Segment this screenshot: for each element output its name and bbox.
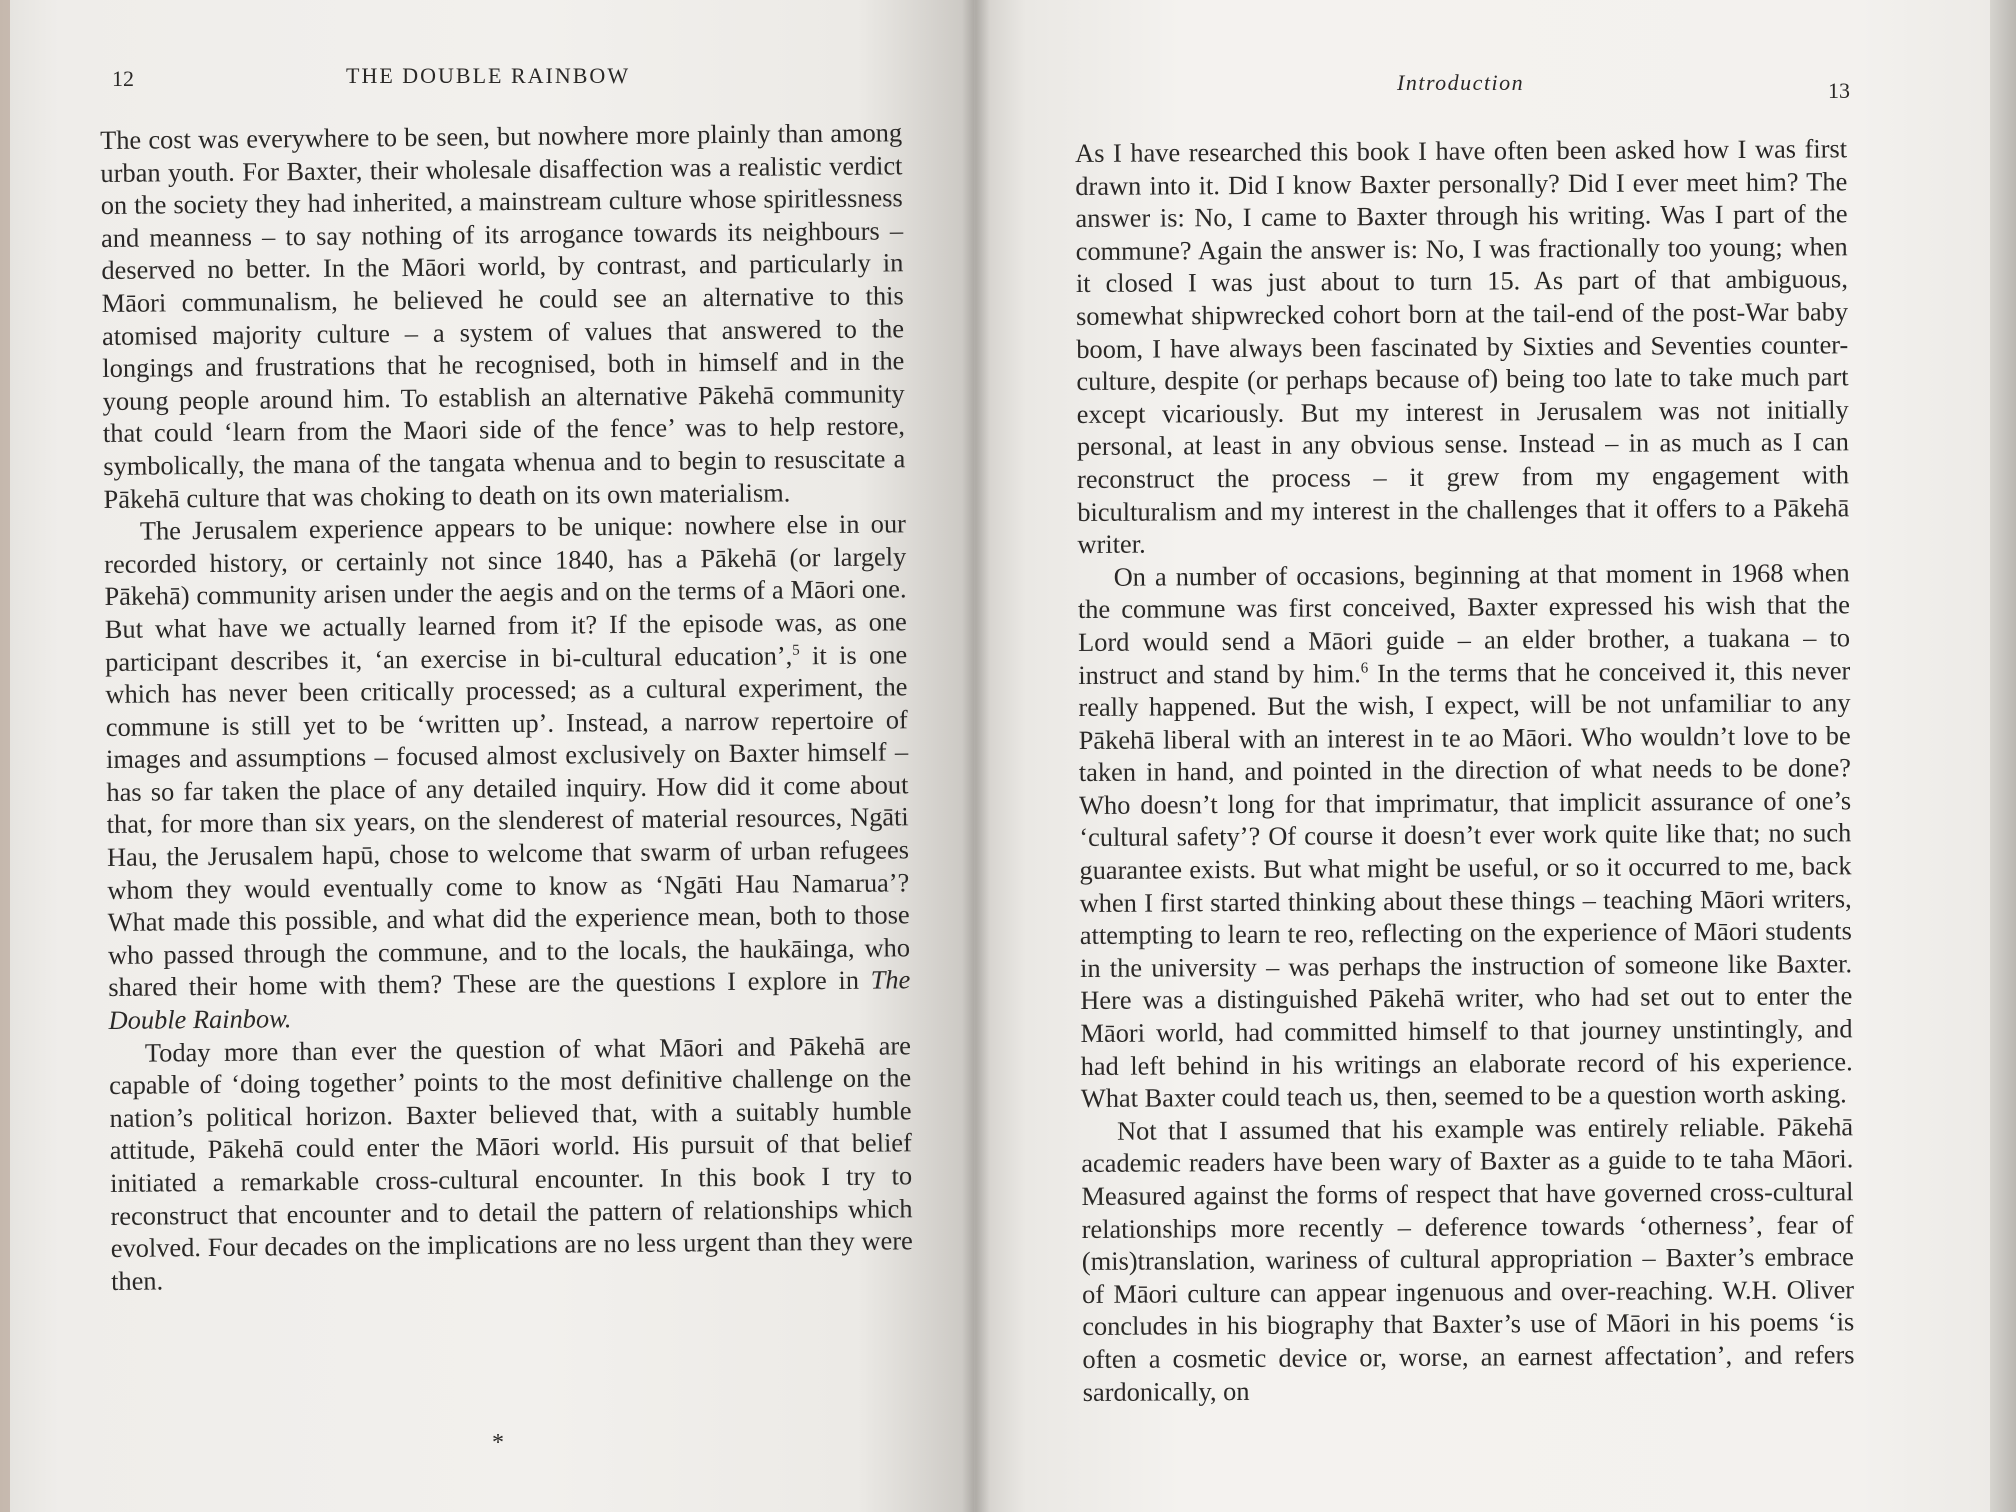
section-break-asterisk: * — [492, 1430, 504, 1456]
paragraph-text: As I have researched this book I have often been asked how I was first drawn into it. Did I know Baxter personally? Did I ever meet him? The answer is: No, I came to Baxter through his writing. Was I part of the commune? Again the answer is: No, I was fractionally too young; when it closed I was just about to turn 15. As part of that ambiguous, somewhat shipwrecked cohort born at the tail-end of the post-War baby boom, I have always been fascinated by Sixties and Seventies counter-culture, despite (or perhaps because of) being too late to take much part except vicariously. But my interest in Jerusalem was not initially personal, at least in any obvious sense. Instead – in as much as I can reconstruct the process – it grew from my engagement with biculturalism and my interest in the challenges that it offers to a Pākehā writer. — [1075, 133, 1850, 560]
page-edge — [1990, 0, 2016, 1512]
body-paragraph — [1081, 1110, 1855, 1408]
paragraph-text: The cost was everywhere to be seen, but nowhere more plainly than among urban youth. For Baxter, their wholesale disaffection was a realistic verdict on the society they had inherited, a mainstream culture whose spiritlessness and meanness – to say nothing of its arrogance towards its neighbours – deserved no better. In the Māori world, by contrast, and particularly in Māori communalism, he believed he could see an alternative to this atomised majority culture – a system of values that answered to the longings and frustrations that he recognised, both in himself and in the young people around him. To establish an alternative Pākehā community that could ‘learn from the Maori side of the fence’ was to help restore, symbolically, the mana of the tangata whenua and to begin to resuscitate a Pākehā culture that was choking to death on its own materialism. — [100, 117, 906, 514]
footnote-reference: 6 — [1360, 659, 1369, 676]
running-head-left: THE DOUBLE RAINBOW — [346, 63, 631, 88]
right-body-text — [1075, 132, 1855, 1408]
body-paragraph — [109, 1029, 913, 1297]
left-page — [0, 0, 974, 1512]
paragraph-text: Today more than ever the question of what Māori and Pākehā are capable of ‘doing together’ points to the most definitive challenge on the nation’s political horizon. Baxter believed that, with a suitably humble attitude, Pākehā could enter the Māori world. His pursuit of that belief initiated a remarkable cross-cultural encounter. In this book I try to reconstruct that encounter and to detail the pattern of relationships which evolved. Four decades on the implications are no less urgent than they were then. — [109, 1029, 913, 1296]
body-paragraph — [100, 116, 906, 515]
paragraph-text: On a number of occasions, beginning at that moment in 1968 when the commune was first conceived, Baxter expressed his wish that the Lord would send a Māori guide – an elder brother, a tuakana – to instruct and stand by him. — [1077, 556, 1851, 690]
paragraph-text: The Jerusalem experience appears to be unique: nowhere else in our recorded history, or certainly not since 1840, has a Pākehā (or largely Pākehā) community arisen under the aegis and on the terms of a Māori one. But what have we actually learned from it? If the episode was, as one participant describes it, ‘an exercise in bi-cultural education’, — [104, 508, 907, 677]
italic-title: The Double Rainbow. — [108, 964, 911, 1035]
right-page — [974, 0, 2016, 1512]
page-number-right: 13 — [1828, 78, 1850, 103]
page-number-left: 12 — [112, 66, 134, 91]
paragraph-text: Not that I assumed that his example was entirely reliable. Pākehā academic readers have been wary of Baxter as a guide to te taha Māori. Measured against the forms of respect that have governed cross-cultural relationships more recently – deference towards ‘otherness’, fear of (mis)translation, wariness of cultural appropriation – Baxter’s embrace of Māori culture can appear ingenuous and over-reaching. W.H. Oliver concludes in his biography that Baxter’s use of Māori in his poems ‘is often a cosmetic device or, worse, an earnest affectation’, and refers sardonically, on — [1081, 1111, 1855, 1407]
footnote-reference: 5 — [792, 642, 800, 659]
body-paragraph — [1078, 556, 1853, 1115]
paragraph-text: it is one which has never been critically processed; as a cultural experiment, the commune is still yet to be ‘written up’. Instead, a narrow repertoire of images and assumptions – focused almost exclusively on Baxter himself – has so far taken the place of any detailed inquiry. How did it come about that, for more than six years, on the slenderest of material resources, Ngāti Hau, the Jerusalem hapū, chose to welcome that swarm of urban refugees whom they would eventually come to know as ‘Ngāti Hau Namarua’? What made this possible, and what did the experience mean, both to those who passed through the commune, and to the locals, the haukāinga, who shared their home with them? These are the questions I explore in — [105, 638, 911, 1003]
book-gutter — [962, 0, 990, 1512]
body-paragraph — [1075, 132, 1850, 560]
left-body-text — [100, 116, 913, 1297]
body-paragraph — [104, 507, 911, 1036]
paragraph-text: In the terms that he conceived it, this never really happened. But the wish, I expect, will be not unfamiliar to any Pākehā liberal with an interest in te ao Māori. Who wouldn’t love to be taken in hand, and pointed in the direction of what needs to be done? Who doesn’t long for that imprimatur, that implicit assurance of one’s ‘cultural safety’? Of course it doesn’t ever work quite like that; no such guarantee exists. But what might be useful, or so it occurred to me, back when I first started thinking about these things – teaching Māori writers, attempting to learn te reo, reflecting on the experience of Māori students in the university – was perhaps the instruction of someone like Baxter. Here was a distinguished Pākehā writer, who had set out to enter the Māori world, had committed himself to that journey unstintingly, and had left behind in his writings an elaborate record of his experience. What Baxter could teach us, then, seemed to be a question worth asking. — [1078, 654, 1853, 1114]
running-head-right: Introduction — [1397, 70, 1525, 95]
